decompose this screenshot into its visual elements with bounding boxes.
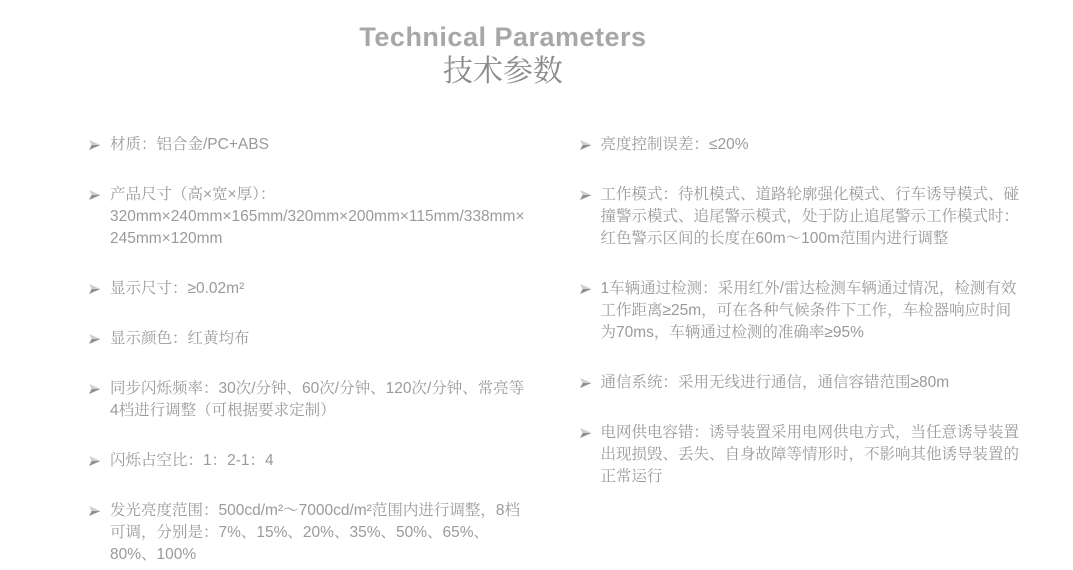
arrow-bullet-icon: [579, 278, 601, 295]
arrow-bullet-icon: [579, 422, 601, 439]
spec-item-product-size: [88, 184, 533, 250]
spec-item-brightness-error: [579, 134, 1024, 156]
spec-text: 电网供电容错：诱导装置采用电网供电方式，当任意诱导装置出现损毁、丢失、自身故障等情形时，不影响其他诱导装置的正常运行: [600, 424, 1020, 485]
left-column: [88, 134, 533, 570]
spec-text: 通信系统：采用无线进行通信，通信容错范围≥80m: [600, 374, 950, 391]
page-title: Technical Parameters: [359, 22, 647, 52]
spec-text: 显示尺寸：≥0.02m²: [110, 280, 245, 297]
arrow-bullet-icon: [88, 278, 110, 295]
spec-text: 1车辆通过检测：采用红外/雷达检测车辆通过情况，检测有效工作距离≥25m，可在各种气候条件下工作，车检器响应时间为70ms，车辆通过检测的准确率≥95%: [600, 280, 1017, 341]
arrow-bullet-icon: [88, 378, 110, 395]
spec-text: 工作模式：待机模式、道路轮廓强化模式、行车诱导模式、碰撞警示模式、追尾警示模式，处于防止追尾警示工作模式时：红色警示区间的长度在60m～100m范围内进行调整: [600, 186, 1020, 247]
arrow-bullet-icon: [579, 134, 601, 151]
arrow-bullet-icon: [88, 500, 110, 517]
arrow-bullet-icon: [579, 372, 601, 389]
spec-item-material: [88, 134, 533, 156]
spec-text: 闪烁占空比：1：2-1：4: [110, 452, 274, 469]
right-column: [579, 134, 1024, 570]
spec-text: 材质：铝合金/PC+ABS: [110, 136, 269, 153]
spec-item-vehicle-detection: [579, 278, 1024, 344]
page-subtitle: 技术参数: [443, 55, 563, 88]
arrow-bullet-icon: [88, 134, 110, 151]
spec-item-brightness-range: [88, 500, 533, 566]
spec-item-display-size: [88, 278, 533, 300]
header: [0, 0, 1006, 90]
arrow-bullet-icon: [88, 450, 110, 467]
spec-item-flash-frequency: [88, 378, 533, 422]
spec-item-power-fault-tolerance: [579, 422, 1024, 488]
arrow-bullet-icon: [88, 184, 110, 201]
content-columns: [88, 134, 1023, 570]
spec-text: 亮度控制误差：≤20%: [600, 136, 749, 153]
spec-text: 显示颜色：红黄均布: [110, 330, 250, 347]
spec-item-work-modes: [579, 184, 1024, 250]
spec-text: 发光亮度范围：500cd/m²～7000cd/m²范围内进行调整，8档可调，分别是：7%、15%、20%、35%、50%、65%、80%、100%: [110, 502, 520, 563]
spec-text: 同步闪烁频率：30次/分钟、60次/分钟、120次/分钟、常亮等4档进行调整（可根据要求定制）: [110, 380, 525, 419]
spec-item-display-color: [88, 328, 533, 350]
arrow-bullet-icon: [88, 328, 110, 345]
spec-item-communication: [579, 372, 1024, 394]
spec-item-duty-cycle: [88, 450, 533, 472]
spec-text: 产品尺寸（高×宽×厚）：320mm×240mm×165mm/320mm×200mm×115mm/338mm×245mm×120mm: [110, 186, 525, 247]
arrow-bullet-icon: [579, 184, 601, 201]
